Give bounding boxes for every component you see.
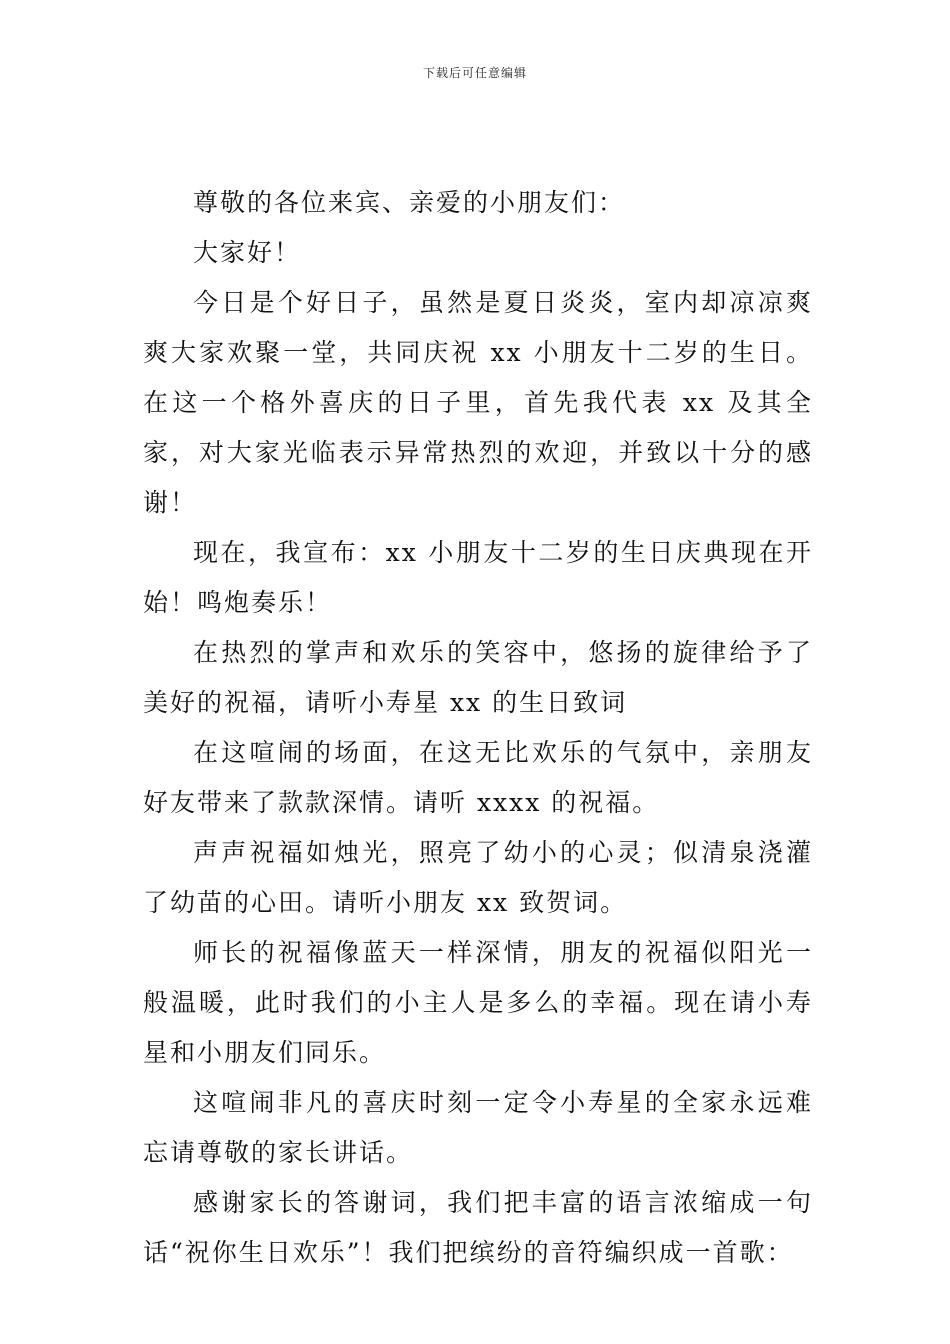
paragraph-congratulations: 声声祝福如烛光，照亮了幼小的心灵；似清泉浇灌了幼苗的心田。请听小朋友 xx 致贺词。 (143, 838, 813, 917)
paragraph-salutation: 尊敬的各位来宾、亲爱的小朋友们： (193, 188, 626, 217)
document-body (143, 178, 813, 1278)
paragraph-friends-blessing: 在这喧闹的场面，在这无比欢乐的气氛中，亲朋友好友带来了款款深情。请听 xxxx 的祝福。 (143, 738, 813, 817)
paragraph-greeting: 大家好！ (193, 238, 302, 267)
paragraph-birthday-speech: 在热烈的掌声和欢乐的笑容中，悠扬的旋律给予了美好的祝福，请听小寿星 xx 的生日致词 (143, 638, 813, 717)
paragraph-celebration: 师长的祝福像蓝天一样深情，朋友的祝福似阳光一般温暖，此时我们的小主人是多么的幸福。现在请小寿星和小朋友们同乐。 (143, 938, 813, 1067)
paragraph-parent-speech: 这喧闹非凡的喜庆时刻一定令小寿星的全家永远难忘请尊敬的家长讲话。 (143, 1088, 813, 1167)
page-header-note: 下载后可任意编辑 (422, 66, 527, 80)
paragraph-announcement: 现在，我宣布：xx 小朋友十二岁的生日庆典现在开始！鸣炮奏乐！ (143, 538, 813, 617)
paragraph-welcome: 今日是个好日子，虽然是夏日炎炎，室内却凉凉爽爽大家欢聚一堂，共同庆祝 xx 小朋友十二岁的生日。在这一个格外喜庆的日子里，首先我代表 xx 及其全家，对大家光临表示异常热烈的欢迎，并致以十分的感谢！ (143, 288, 813, 517)
paragraph-thanks: 感谢家长的答谢词，我们把丰富的语言浓缩成一句话“祝你生日欢乐”！我们把缤纷的音符编织成一首歌： (143, 1188, 813, 1267)
